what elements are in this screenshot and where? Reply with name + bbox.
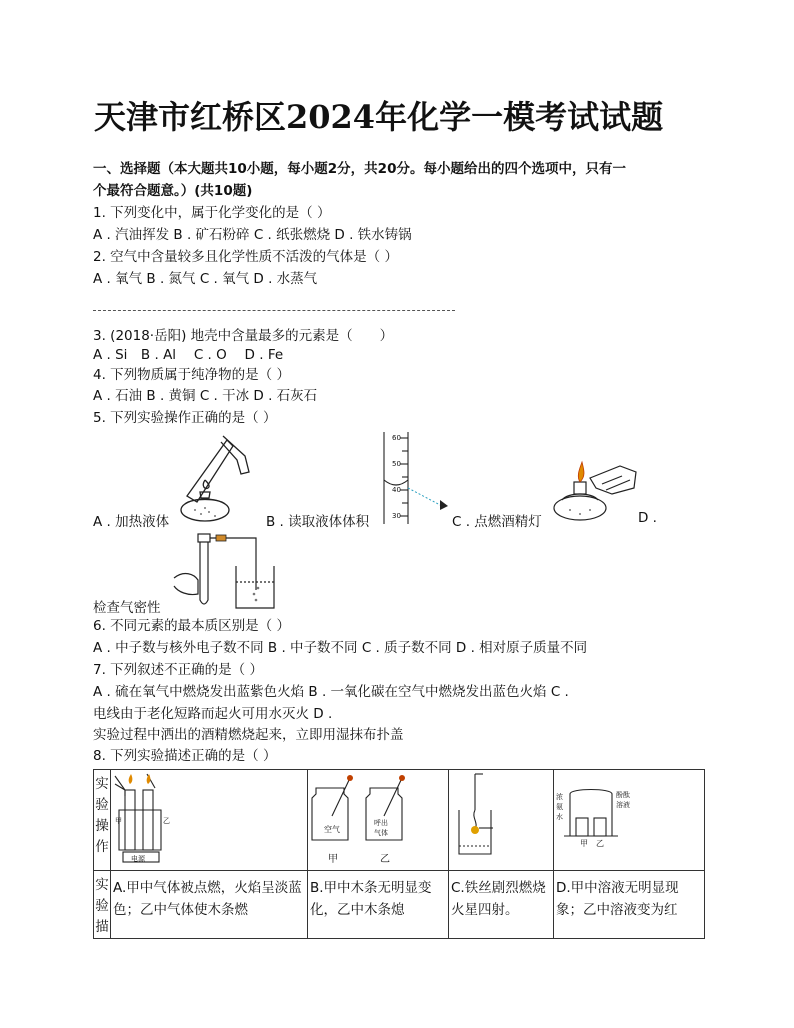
iron-wire-figure [449,770,553,866]
option-a-cell: A.甲中气体被点燃，火焰呈淡蓝色；乙中气体使木条燃 [111,871,308,939]
q5-option-a: A . 加热液体 [93,514,170,530]
option-d-cell: D.甲中溶液无明显现象；乙中溶液变为红 [554,871,705,939]
heating-liquid-figure [175,428,253,526]
q4-stem: 4. 下列物质属于纯净物的是（ ） [93,367,290,383]
label-breath: 呼出气体 [374,819,388,837]
q2-stem: 2. 空气中含量较多且化学性质不活泼的气体是（ ） [93,249,398,265]
label-air-tag: 甲 [328,854,338,865]
q2-options: A . 氧气 B . 氮气 C . 氧气 D . 水蒸气 [93,271,318,287]
alcohol-lamp-figure [550,448,642,526]
q8-stem: 8. 下列实验描述正确的是（ ） [93,748,277,764]
q8-experiment-table [93,769,705,939]
label-power: 电源 [131,855,145,863]
q7-options-line1: A . 硫在氧气中燃烧发出蓝紫色火焰 B . 一氧化碳在空气中燃烧发出蓝色火焰 C . [93,684,569,700]
q5-option-c: C . 点燃酒精灯 [452,514,542,530]
electrolysis-figure [111,770,307,866]
cyl-tick-40: 40 [392,486,401,494]
q6-options: A . 中子数与核外电子数不同 B . 中子数不同 C . 质子数不同 D . 相对原子质量不同 [93,640,588,656]
option-b-cell: B.甲中木条无明显变化，乙中木条熄 [308,871,449,939]
q1-options: A . 汽油挥发 B . 矿石粉碎 C . 纸张燃烧 D . 铁水铸锅 [93,227,412,243]
q1-stem: 1. 下列变化中，属于化学变化的是（ ） [93,205,331,221]
label-phenol: 酚酞溶液 [616,791,630,809]
cyl-tick-50: 50 [392,460,401,468]
table-row [94,770,705,871]
label-air: 空气 [324,825,340,834]
label-yi: 乙 [163,817,170,825]
q3-stem: 3. (2018·岳阳) 地壳中含量最多的元素是（ ） [93,328,394,344]
section-divider [93,310,455,311]
gas-bottle-figure-cell [308,770,449,871]
section-heading-line2: 个最符合题意。）(共10题) [93,183,253,199]
page-title: 天津市红桥区2024年化学一模考试试题 [94,98,664,136]
label-breath-tag: 乙 [380,854,390,865]
section-heading-line1: 一、选择题（本大题共10小题，每小题2分，共20分。每小题给出的四个选项中，只有一 [93,161,626,177]
q7-stem: 7. 下列叙述不正确的是（ ） [93,662,263,678]
graduated-cylinder-figure [364,428,456,526]
option-c-cell: C.铁丝剧烈燃烧火星四射。 [449,871,554,939]
label-yi-2: 乙 [596,839,604,848]
row-header-description: 实 验 描 [94,871,111,939]
airtightness-figure [170,530,286,612]
q5-stem: 5. 下列实验操作正确的是（ ） [93,410,277,426]
cyl-tick-60: 60 [392,434,401,442]
q6-stem: 6. 不同元素的最本质区别是（ ） [93,618,290,634]
q7-options-line3: 实验过程中洒出的酒精燃烧起来，立即用湿抹布扑盖 [93,727,404,743]
label-jia-2: 甲 [580,839,588,848]
row-header-operation: 实 验 操 作 [94,770,111,871]
q5-option-d: D . [638,510,657,526]
q5-option-d-label: 检查气密性 [93,600,161,616]
label-ammonia: 浓氨水 [556,793,563,821]
q5-option-b: B . 读取液体体积 [266,514,370,530]
iron-wire-figure-cell [449,770,554,871]
label-jia: 甲 [115,817,122,825]
electrolysis-figure-cell [111,770,308,871]
q3-options: A . Si B . Al C . O D . Fe [93,347,284,363]
cyl-tick-30: 30 [392,512,401,520]
diffusion-figure [554,770,704,866]
q7-options-line2: 电线由于老化短路而起火可用水灭火 D . [93,706,333,722]
table-row [94,871,705,939]
diffusion-figure-cell [554,770,705,871]
q4-options: A . 石油 B . 黄铜 C . 干冰 D . 石灰石 [93,388,318,404]
